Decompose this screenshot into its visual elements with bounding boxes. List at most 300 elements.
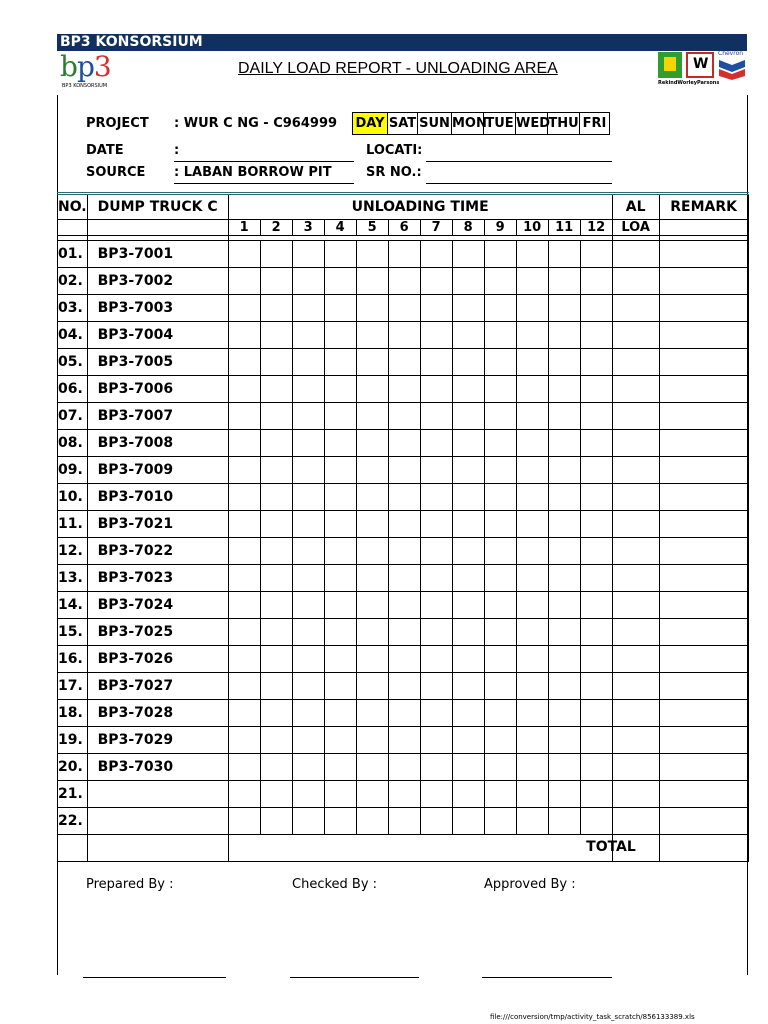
time-slot-cell[interactable]	[420, 727, 452, 754]
time-slot-cell[interactable]	[452, 349, 484, 376]
time-slot-cell[interactable]	[292, 457, 324, 484]
remark-cell[interactable]	[659, 430, 748, 457]
time-slot-cell[interactable]	[580, 403, 612, 430]
time-slot-cell[interactable]	[580, 376, 612, 403]
time-slot-cell[interactable]	[548, 754, 580, 781]
time-slot-cell[interactable]	[516, 349, 548, 376]
time-slot-cell[interactable]	[420, 511, 452, 538]
time-slot-cell[interactable]	[484, 565, 516, 592]
time-slot-cell[interactable]	[260, 511, 292, 538]
time-slot-cell[interactable]	[484, 538, 516, 565]
time-slot-cell[interactable]	[484, 295, 516, 322]
time-slot-cell[interactable]	[260, 322, 292, 349]
remark-cell[interactable]	[659, 241, 748, 268]
time-slot-cell[interactable]	[484, 484, 516, 511]
time-slot-cell[interactable]	[580, 619, 612, 646]
time-slot-cell[interactable]	[580, 241, 612, 268]
time-slot-cell[interactable]	[324, 349, 356, 376]
time-slot-cell[interactable]	[548, 592, 580, 619]
time-slot-cell[interactable]	[516, 700, 548, 727]
time-slot-cell[interactable]	[356, 700, 388, 727]
time-slot-cell[interactable]	[260, 295, 292, 322]
time-slot-cell[interactable]	[228, 592, 260, 619]
time-slot-cell[interactable]	[420, 403, 452, 430]
time-slot-cell[interactable]	[356, 403, 388, 430]
time-slot-cell[interactable]	[452, 457, 484, 484]
time-slot-cell[interactable]	[452, 619, 484, 646]
time-slot-cell[interactable]	[324, 376, 356, 403]
time-slot-cell[interactable]	[484, 349, 516, 376]
time-slot-cell[interactable]	[420, 754, 452, 781]
time-slot-cell[interactable]	[420, 430, 452, 457]
time-slot-cell[interactable]	[292, 754, 324, 781]
time-slot-cell[interactable]	[580, 484, 612, 511]
remark-cell[interactable]	[659, 295, 748, 322]
time-slot-cell[interactable]	[388, 349, 420, 376]
remark-cell[interactable]	[659, 673, 748, 700]
remark-cell[interactable]	[659, 781, 748, 808]
time-slot-cell[interactable]	[420, 268, 452, 295]
time-slot-cell[interactable]	[548, 295, 580, 322]
time-slot-cell[interactable]	[548, 457, 580, 484]
total-load-cell[interactable]	[612, 592, 659, 619]
time-slot-cell[interactable]	[516, 565, 548, 592]
time-slot-cell[interactable]	[484, 403, 516, 430]
day-sat[interactable]: SAT	[387, 113, 417, 134]
time-slot-cell[interactable]	[356, 592, 388, 619]
total-load-cell[interactable]	[612, 754, 659, 781]
time-slot-cell[interactable]	[516, 403, 548, 430]
remark-cell[interactable]	[659, 754, 748, 781]
time-slot-cell[interactable]	[484, 619, 516, 646]
time-slot-cell[interactable]	[548, 241, 580, 268]
time-slot-cell[interactable]	[516, 457, 548, 484]
time-slot-cell[interactable]	[228, 430, 260, 457]
time-slot-cell[interactable]	[388, 592, 420, 619]
time-slot-cell[interactable]	[548, 430, 580, 457]
time-slot-cell[interactable]	[452, 700, 484, 727]
time-slot-cell[interactable]	[292, 808, 324, 835]
time-slot-cell[interactable]	[324, 700, 356, 727]
time-slot-cell[interactable]	[580, 295, 612, 322]
remark-cell[interactable]	[659, 619, 748, 646]
time-slot-cell[interactable]	[292, 781, 324, 808]
time-slot-cell[interactable]	[228, 349, 260, 376]
total-load-cell[interactable]	[612, 619, 659, 646]
time-slot-cell[interactable]	[484, 322, 516, 349]
total-load-cell[interactable]	[612, 376, 659, 403]
time-slot-cell[interactable]	[452, 727, 484, 754]
time-slot-cell[interactable]	[516, 511, 548, 538]
time-slot-cell[interactable]	[260, 808, 292, 835]
time-slot-cell[interactable]	[420, 376, 452, 403]
time-slot-cell[interactable]	[324, 592, 356, 619]
time-slot-cell[interactable]	[484, 646, 516, 673]
time-slot-cell[interactable]	[324, 241, 356, 268]
time-slot-cell[interactable]	[548, 538, 580, 565]
time-slot-cell[interactable]	[452, 268, 484, 295]
time-slot-cell[interactable]	[356, 268, 388, 295]
time-slot-cell[interactable]	[388, 511, 420, 538]
time-slot-cell[interactable]	[516, 268, 548, 295]
time-slot-cell[interactable]	[260, 430, 292, 457]
time-slot-cell[interactable]	[516, 484, 548, 511]
time-slot-cell[interactable]	[228, 808, 260, 835]
time-slot-cell[interactable]	[228, 241, 260, 268]
time-slot-cell[interactable]	[548, 511, 580, 538]
time-slot-cell[interactable]	[452, 322, 484, 349]
time-slot-cell[interactable]	[292, 700, 324, 727]
time-slot-cell[interactable]	[388, 754, 420, 781]
time-slot-cell[interactable]	[516, 295, 548, 322]
time-slot-cell[interactable]	[420, 349, 452, 376]
remark-cell[interactable]	[659, 565, 748, 592]
time-slot-cell[interactable]	[388, 781, 420, 808]
time-slot-cell[interactable]	[228, 727, 260, 754]
time-slot-cell[interactable]	[228, 754, 260, 781]
total-load-cell[interactable]	[612, 268, 659, 295]
time-slot-cell[interactable]	[292, 295, 324, 322]
time-slot-cell[interactable]	[228, 403, 260, 430]
time-slot-cell[interactable]	[292, 241, 324, 268]
time-slot-cell[interactable]	[356, 754, 388, 781]
time-slot-cell[interactable]	[516, 376, 548, 403]
time-slot-cell[interactable]	[580, 727, 612, 754]
total-load-cell[interactable]	[612, 511, 659, 538]
time-slot-cell[interactable]	[420, 646, 452, 673]
time-slot-cell[interactable]	[420, 295, 452, 322]
remark-cell[interactable]	[659, 268, 748, 295]
time-slot-cell[interactable]	[516, 430, 548, 457]
time-slot-cell[interactable]	[580, 349, 612, 376]
remark-cell[interactable]	[659, 322, 748, 349]
time-slot-cell[interactable]	[260, 700, 292, 727]
time-slot-cell[interactable]	[420, 484, 452, 511]
time-slot-cell[interactable]	[516, 754, 548, 781]
time-slot-cell[interactable]	[484, 430, 516, 457]
time-slot-cell[interactable]	[292, 268, 324, 295]
time-slot-cell[interactable]	[356, 349, 388, 376]
total-load-cell[interactable]	[612, 673, 659, 700]
time-slot-cell[interactable]	[452, 484, 484, 511]
time-slot-cell[interactable]	[388, 646, 420, 673]
time-slot-cell[interactable]	[356, 484, 388, 511]
time-slot-cell[interactable]	[580, 511, 612, 538]
time-slot-cell[interactable]	[548, 484, 580, 511]
time-slot-cell[interactable]	[260, 673, 292, 700]
total-load-cell[interactable]	[612, 322, 659, 349]
day-fri[interactable]: FRI	[579, 113, 609, 134]
time-slot-cell[interactable]	[484, 457, 516, 484]
time-slot-cell[interactable]	[356, 457, 388, 484]
time-slot-cell[interactable]	[324, 781, 356, 808]
time-slot-cell[interactable]	[356, 430, 388, 457]
time-slot-cell[interactable]	[452, 646, 484, 673]
time-slot-cell[interactable]	[324, 430, 356, 457]
time-slot-cell[interactable]	[516, 646, 548, 673]
time-slot-cell[interactable]	[292, 592, 324, 619]
time-slot-cell[interactable]	[228, 538, 260, 565]
total-load-cell[interactable]	[612, 484, 659, 511]
time-slot-cell[interactable]	[292, 430, 324, 457]
time-slot-cell[interactable]	[452, 781, 484, 808]
remark-cell[interactable]	[659, 376, 748, 403]
time-slot-cell[interactable]	[484, 376, 516, 403]
total-load-cell[interactable]	[612, 457, 659, 484]
time-slot-cell[interactable]	[388, 673, 420, 700]
time-slot-cell[interactable]	[548, 322, 580, 349]
time-slot-cell[interactable]	[228, 565, 260, 592]
time-slot-cell[interactable]	[292, 673, 324, 700]
time-slot-cell[interactable]	[260, 754, 292, 781]
time-slot-cell[interactable]	[356, 646, 388, 673]
time-slot-cell[interactable]	[452, 511, 484, 538]
remark-cell[interactable]	[659, 646, 748, 673]
time-slot-cell[interactable]	[324, 727, 356, 754]
time-slot-cell[interactable]	[228, 322, 260, 349]
time-slot-cell[interactable]	[292, 511, 324, 538]
time-slot-cell[interactable]	[356, 322, 388, 349]
remark-cell[interactable]	[659, 511, 748, 538]
time-slot-cell[interactable]	[260, 646, 292, 673]
remark-cell[interactable]	[659, 349, 748, 376]
srno-field[interactable]	[426, 183, 612, 184]
time-slot-cell[interactable]	[260, 565, 292, 592]
time-slot-cell[interactable]	[292, 403, 324, 430]
time-slot-cell[interactable]	[548, 565, 580, 592]
time-slot-cell[interactable]	[292, 376, 324, 403]
time-slot-cell[interactable]	[228, 700, 260, 727]
time-slot-cell[interactable]	[292, 484, 324, 511]
time-slot-cell[interactable]	[580, 565, 612, 592]
time-slot-cell[interactable]	[580, 457, 612, 484]
time-slot-cell[interactable]	[484, 592, 516, 619]
time-slot-cell[interactable]	[260, 457, 292, 484]
total-load-cell[interactable]	[612, 700, 659, 727]
time-slot-cell[interactable]	[388, 727, 420, 754]
time-slot-cell[interactable]	[388, 268, 420, 295]
time-slot-cell[interactable]	[516, 592, 548, 619]
time-slot-cell[interactable]	[324, 268, 356, 295]
remark-cell[interactable]	[659, 403, 748, 430]
time-slot-cell[interactable]	[548, 646, 580, 673]
time-slot-cell[interactable]	[356, 808, 388, 835]
time-slot-cell[interactable]	[356, 565, 388, 592]
time-slot-cell[interactable]	[452, 673, 484, 700]
remark-cell[interactable]	[659, 538, 748, 565]
project-value[interactable]: : WUR C NG - C964999	[174, 116, 338, 131]
time-slot-cell[interactable]	[356, 781, 388, 808]
time-slot-cell[interactable]	[420, 592, 452, 619]
time-slot-cell[interactable]	[356, 241, 388, 268]
time-slot-cell[interactable]	[356, 673, 388, 700]
time-slot-cell[interactable]	[484, 511, 516, 538]
time-slot-cell[interactable]	[388, 241, 420, 268]
total-load-cell[interactable]	[612, 349, 659, 376]
time-slot-cell[interactable]	[324, 322, 356, 349]
total-load-cell[interactable]	[612, 538, 659, 565]
total-load-cell[interactable]	[612, 565, 659, 592]
time-slot-cell[interactable]	[580, 268, 612, 295]
time-slot-cell[interactable]	[548, 376, 580, 403]
total-load-cell[interactable]	[612, 727, 659, 754]
time-slot-cell[interactable]	[324, 808, 356, 835]
time-slot-cell[interactable]	[324, 673, 356, 700]
prepared-signature-line[interactable]	[83, 977, 226, 978]
time-slot-cell[interactable]	[388, 457, 420, 484]
time-slot-cell[interactable]	[292, 619, 324, 646]
time-slot-cell[interactable]	[260, 403, 292, 430]
time-slot-cell[interactable]	[388, 700, 420, 727]
time-slot-cell[interactable]	[420, 241, 452, 268]
time-slot-cell[interactable]	[548, 403, 580, 430]
time-slot-cell[interactable]	[516, 781, 548, 808]
time-slot-cell[interactable]	[548, 673, 580, 700]
time-slot-cell[interactable]	[580, 754, 612, 781]
time-slot-cell[interactable]	[548, 727, 580, 754]
time-slot-cell[interactable]	[260, 241, 292, 268]
time-slot-cell[interactable]	[228, 376, 260, 403]
time-slot-cell[interactable]	[484, 754, 516, 781]
time-slot-cell[interactable]	[324, 295, 356, 322]
day-mon[interactable]: MON	[451, 113, 483, 134]
time-slot-cell[interactable]	[452, 538, 484, 565]
time-slot-cell[interactable]	[292, 565, 324, 592]
time-slot-cell[interactable]	[548, 349, 580, 376]
time-slot-cell[interactable]	[388, 808, 420, 835]
day-thu[interactable]: THU	[547, 113, 579, 134]
time-slot-cell[interactable]	[452, 295, 484, 322]
time-slot-cell[interactable]	[452, 754, 484, 781]
time-slot-cell[interactable]	[420, 673, 452, 700]
total-load-cell[interactable]	[612, 241, 659, 268]
time-slot-cell[interactable]	[324, 538, 356, 565]
time-slot-cell[interactable]	[324, 511, 356, 538]
time-slot-cell[interactable]	[356, 619, 388, 646]
time-slot-cell[interactable]	[260, 349, 292, 376]
time-slot-cell[interactable]	[516, 538, 548, 565]
approved-signature-line[interactable]	[482, 977, 612, 978]
time-slot-cell[interactable]	[228, 511, 260, 538]
total-load-cell[interactable]	[612, 646, 659, 673]
time-slot-cell[interactable]	[516, 727, 548, 754]
time-slot-cell[interactable]	[548, 781, 580, 808]
time-slot-cell[interactable]	[324, 754, 356, 781]
time-slot-cell[interactable]	[260, 376, 292, 403]
remark-cell[interactable]	[659, 592, 748, 619]
time-slot-cell[interactable]	[420, 808, 452, 835]
time-slot-cell[interactable]	[452, 565, 484, 592]
time-slot-cell[interactable]	[420, 322, 452, 349]
time-slot-cell[interactable]	[484, 268, 516, 295]
time-slot-cell[interactable]	[548, 700, 580, 727]
remark-cell[interactable]	[659, 808, 748, 835]
time-slot-cell[interactable]	[452, 403, 484, 430]
time-slot-cell[interactable]	[260, 268, 292, 295]
location-field[interactable]	[426, 161, 612, 162]
time-slot-cell[interactable]	[388, 430, 420, 457]
time-slot-cell[interactable]	[420, 457, 452, 484]
time-slot-cell[interactable]	[292, 538, 324, 565]
day-sun[interactable]: SUN	[417, 113, 451, 134]
time-slot-cell[interactable]	[324, 457, 356, 484]
time-slot-cell[interactable]	[292, 646, 324, 673]
time-slot-cell[interactable]	[324, 619, 356, 646]
time-slot-cell[interactable]	[228, 484, 260, 511]
time-slot-cell[interactable]	[420, 700, 452, 727]
time-slot-cell[interactable]	[580, 781, 612, 808]
time-slot-cell[interactable]	[516, 322, 548, 349]
time-slot-cell[interactable]	[228, 457, 260, 484]
remark-cell[interactable]	[659, 457, 748, 484]
time-slot-cell[interactable]	[260, 484, 292, 511]
time-slot-cell[interactable]	[228, 295, 260, 322]
time-slot-cell[interactable]	[356, 295, 388, 322]
time-slot-cell[interactable]	[452, 808, 484, 835]
time-slot-cell[interactable]	[516, 808, 548, 835]
total-load-cell[interactable]	[612, 781, 659, 808]
time-slot-cell[interactable]	[484, 700, 516, 727]
time-slot-cell[interactable]	[260, 538, 292, 565]
time-slot-cell[interactable]	[580, 673, 612, 700]
time-slot-cell[interactable]	[228, 268, 260, 295]
remark-cell[interactable]	[659, 700, 748, 727]
time-slot-cell[interactable]	[580, 538, 612, 565]
time-slot-cell[interactable]	[324, 646, 356, 673]
time-slot-cell[interactable]	[324, 403, 356, 430]
time-slot-cell[interactable]	[516, 673, 548, 700]
time-slot-cell[interactable]	[420, 565, 452, 592]
time-slot-cell[interactable]	[548, 808, 580, 835]
time-slot-cell[interactable]	[260, 727, 292, 754]
time-slot-cell[interactable]	[580, 700, 612, 727]
total-load-cell[interactable]	[612, 403, 659, 430]
time-slot-cell[interactable]	[452, 241, 484, 268]
time-slot-cell[interactable]	[292, 727, 324, 754]
time-slot-cell[interactable]	[388, 322, 420, 349]
time-slot-cell[interactable]	[548, 268, 580, 295]
time-slot-cell[interactable]	[228, 781, 260, 808]
time-slot-cell[interactable]	[580, 808, 612, 835]
time-slot-cell[interactable]	[388, 538, 420, 565]
time-slot-cell[interactable]	[580, 592, 612, 619]
time-slot-cell[interactable]	[260, 619, 292, 646]
time-slot-cell[interactable]	[484, 727, 516, 754]
time-slot-cell[interactable]	[292, 349, 324, 376]
time-slot-cell[interactable]	[420, 619, 452, 646]
day-tue[interactable]: TUE	[483, 113, 515, 134]
time-slot-cell[interactable]	[580, 322, 612, 349]
time-slot-cell[interactable]	[260, 592, 292, 619]
time-slot-cell[interactable]	[388, 619, 420, 646]
time-slot-cell[interactable]	[228, 619, 260, 646]
time-slot-cell[interactable]	[260, 781, 292, 808]
time-slot-cell[interactable]	[516, 619, 548, 646]
time-slot-cell[interactable]	[356, 376, 388, 403]
total-remark-cell[interactable]	[659, 835, 748, 862]
time-slot-cell[interactable]	[388, 376, 420, 403]
time-slot-cell[interactable]	[484, 781, 516, 808]
total-load-cell[interactable]	[612, 430, 659, 457]
date-value[interactable]: :	[174, 143, 180, 158]
time-slot-cell[interactable]	[420, 781, 452, 808]
time-slot-cell[interactable]	[388, 565, 420, 592]
time-slot-cell[interactable]	[452, 376, 484, 403]
day-wed[interactable]: WED	[515, 113, 547, 134]
total-load-cell[interactable]	[612, 808, 659, 835]
time-slot-cell[interactable]	[516, 241, 548, 268]
time-slot-cell[interactable]	[580, 430, 612, 457]
